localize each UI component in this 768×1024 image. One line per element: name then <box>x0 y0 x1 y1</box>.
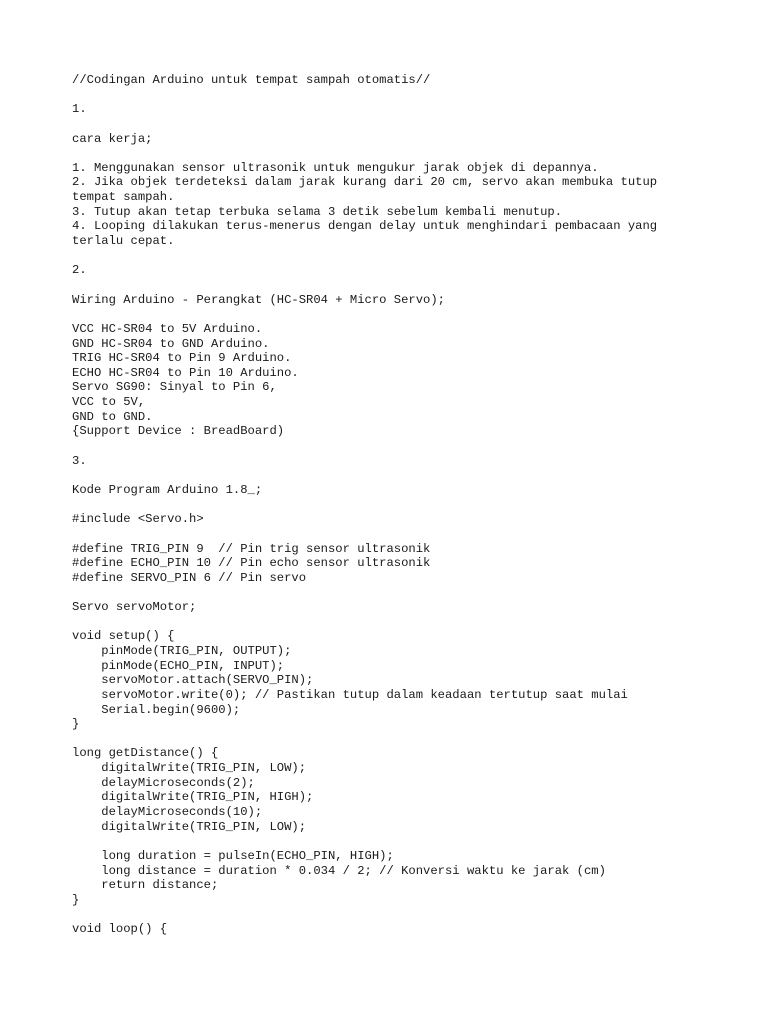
text-line: digitalWrite(TRIG_PIN, LOW); <box>72 761 307 776</box>
text-line: cara kerja; <box>72 131 153 146</box>
text-line: void loop() { <box>72 922 168 937</box>
blank-line <box>72 117 732 132</box>
text-line: #define ECHO_PIN 10 // Pin echo sensor ultrasonik <box>72 556 431 571</box>
blank-line <box>72 908 732 923</box>
text-line: #include <Servo.h> <box>72 512 204 527</box>
text-line: Kode Program Arduino 1.8_; <box>72 482 263 497</box>
text-line: #define SERVO_PIN 6 // Pin servo <box>72 570 307 585</box>
text-line: Servo servoMotor; <box>72 600 197 615</box>
text-line: ECHO HC-SR04 to Pin 10 Arduino. <box>72 365 299 380</box>
blank-line <box>72 249 732 264</box>
text-line: 4. Looping dilakukan terus-menerus dengan delay untuk menghindari pembacaan yang <box>72 219 658 234</box>
blank-line <box>72 585 732 600</box>
blank-line <box>72 615 732 630</box>
text-line: long getDistance() { <box>72 746 219 761</box>
blank-line <box>72 146 732 161</box>
text-line: TRIG HC-SR04 to Pin 9 Arduino. <box>72 351 292 366</box>
blank-line <box>72 732 732 747</box>
blank-line <box>72 527 732 542</box>
text-line: Wiring Arduino - Perangkat (HC-SR04 + Micro Servo); <box>72 292 445 307</box>
text-line: long duration = pulseIn(ECHO_PIN, HIGH); <box>72 848 394 863</box>
blank-line <box>72 834 732 849</box>
text-line: servoMotor.attach(SERVO_PIN); <box>72 673 314 688</box>
blank-line <box>72 439 732 454</box>
text-line: #define TRIG_PIN 9 // Pin trig sensor ultrasonik <box>72 541 431 556</box>
text-line: } <box>72 717 80 732</box>
text-line: delayMicroseconds(2); <box>72 775 255 790</box>
blank-line <box>72 498 732 513</box>
text-line: digitalWrite(TRIG_PIN, HIGH); <box>72 790 314 805</box>
text-line: tempat sampah. <box>72 190 175 205</box>
text-line: 2. <box>72 263 87 278</box>
text-line: 1. <box>72 102 87 117</box>
text-line: 1. Menggunakan sensor ultrasonik untuk mengukur jarak objek di depannya. <box>72 160 599 175</box>
text-line: pinMode(TRIG_PIN, OUTPUT); <box>72 643 292 658</box>
text-line: servoMotor.write(0); // Pastikan tutup dalam keadaan tertutup saat mulai <box>72 687 628 702</box>
text-line: digitalWrite(TRIG_PIN, LOW); <box>72 819 307 834</box>
text-line: long distance = duration * 0.034 / 2; // Konversi waktu ke jarak (cm) <box>72 863 606 878</box>
document-body <box>72 73 732 937</box>
text-line: 3. <box>72 453 87 468</box>
text-line: GND HC-SR04 to GND Arduino. <box>72 336 270 351</box>
text-line: delayMicroseconds(10); <box>72 805 263 820</box>
blank-line <box>72 88 732 103</box>
text-line: 3. Tutup akan tetap terbuka selama 3 detik sebelum kembali menutup. <box>72 204 563 219</box>
blank-line <box>72 307 732 322</box>
text-line: terlalu cepat. <box>72 234 175 249</box>
text-line: Servo SG90: Sinyal to Pin 6, <box>72 380 277 395</box>
text-line: void setup() { <box>72 629 175 644</box>
blank-line <box>72 278 732 293</box>
blank-line <box>72 468 732 483</box>
text-line: //Codingan Arduino untuk tempat sampah otomatis// <box>72 73 431 87</box>
text-line: {Support Device : BreadBoard) <box>72 424 285 439</box>
text-line: Serial.begin(9600); <box>72 702 241 717</box>
text-line: 2. Jika objek terdeteksi dalam jarak kurang dari 20 cm, servo akan membuka tutup <box>72 175 658 190</box>
text-line: GND to GND. <box>72 409 153 424</box>
text-line: VCC to 5V, <box>72 395 146 410</box>
text-line: pinMode(ECHO_PIN, INPUT); <box>72 658 285 673</box>
text-line: return distance; <box>72 878 219 893</box>
text-line: VCC HC-SR04 to 5V Arduino. <box>72 321 263 336</box>
text-line: } <box>72 892 80 907</box>
